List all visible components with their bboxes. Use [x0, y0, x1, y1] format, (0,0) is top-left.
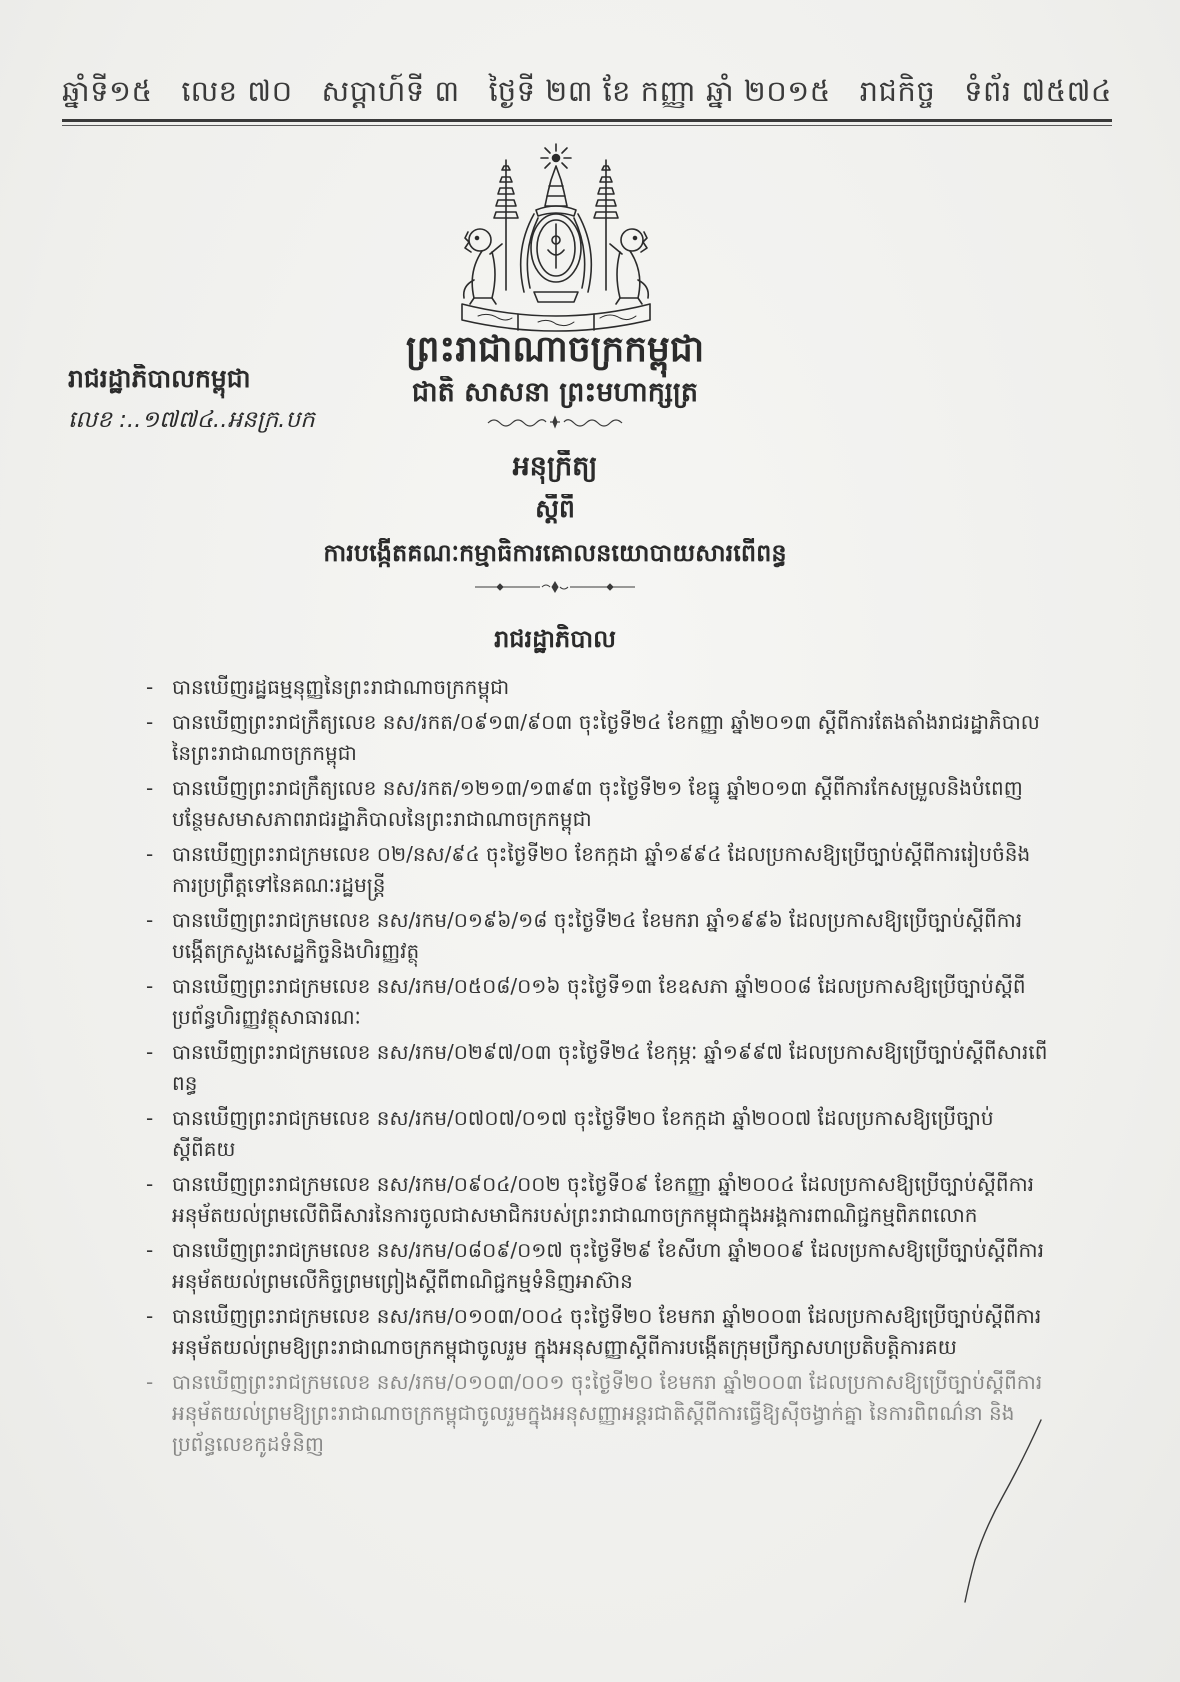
gazette-page-number: ទំព័រ ៧៥៧៤: [964, 74, 1112, 108]
considerations-list: [140, 672, 1050, 1512]
decorative-divider-icon: [480, 414, 630, 430]
document-subject: ការបង្កើតគណៈកម្មាធិការគោលនយោបាយសារពើពន្ធ: [323, 539, 787, 567]
gazette-publication: រាជកិច្ច: [859, 74, 936, 108]
list-item: - បានឃើញព្រះរាជក្រមលេខ នស/រកម/០១០៣/០០១ ចុះថ្ងៃទី២០ ខែមករា ឆ្នាំ២០០៣ ដែលប្រកាសឱ្យប្រើច្បាប់ស្តីពីការអនុម័តយល់ព្រមឱ្យព្រះរាជាណាចក្រកម្ពុជាចូលរួមក្នុងអនុសញ្ញាអន្តរជាតិស្តីពីការធ្វើឱ្យស៊ីចង្វាក់គ្នា នៃការពិពណ៌នា និងប្រព័ន្ធលេខកូដទំនិញ: [140, 1367, 1050, 1460]
right-lion-icon: [610, 229, 648, 304]
list-item: - បានឃើញព្រះរាជក្រមលេខ នស/រកម/០៥០៨/០១៦ ចុះថ្ងៃទី១៣ ខែឧសភា ឆ្នាំ២០០៨ ដែលប្រកាសឱ្យប្រើច្បាប់ស្តីពីប្រព័ន្ធហិរញ្ញវត្ថុសាធារណៈ: [140, 971, 1050, 1033]
issuer-document-number: លេខ :..១៧៧៤..អនក្រ.បក: [68, 407, 315, 433]
document-authority: រាជរដ្ឋាភិបាល: [494, 625, 616, 653]
header-rule-thick: [62, 119, 1112, 122]
list-item: - បានឃើញព្រះរាជក្រមលេខ នស/រកម/០៧០៧/០១៧ ចុះថ្ងៃទី២០ ខែកក្កដា ឆ្នាំ២០០៧ ដែលប្រកាសឱ្យប្រើច្បាប់ស្តីពីគយ: [140, 1103, 1050, 1165]
gazette-week: សប្តាហ៍ទី ៣: [321, 74, 460, 108]
list-item: - បានឃើញព្រះរាជក្រមលេខ នស/រកម/០១៩៦/១៨ ចុះថ្ងៃទី២៤ ខែមករា ឆ្នាំ១៩៩៦ ដែលប្រកាសឱ្យប្រើច្បាប់ស្តីពីការបង្កើតក្រសួងសេដ្ឋកិច្ចនិងហិរញ្ញវត្ថុ: [140, 905, 1050, 967]
decorative-divider-icon: [470, 580, 640, 594]
kingdom-name: ព្រះរាជាណាចក្រកម្ពុជា: [405, 329, 705, 370]
gazette-date: ថ្ងៃទី ២៣ ខែ កញ្ញា ឆ្នាំ ២០១៥: [488, 74, 831, 108]
list-item: - បានឃើញរដ្ឋធម្មនុញ្ញនៃព្រះរាជាណាចក្រកម្ពុជា: [140, 672, 1050, 703]
gazette-issue: លេខ ៧០: [181, 74, 293, 108]
list-item: - បានឃើញព្រះរាជក្រឹត្យលេខ នស/រកត/១២១៣/១៣៩៣ ចុះថ្ងៃទី២១ ខែធ្នូ ឆ្នាំ២០១៣ ស្តីពីការកែសម្រួលនិងបំពេញបន្ថែមសមាសភាពរាជរដ្ឋាភិបាលនៃព្រះរាជាណាចក្រកម្ពុជា: [140, 773, 1050, 835]
list-item: - បានឃើញព្រះរាជក្រមលេខ ០២/នស/៩៤ ចុះថ្ងៃទី២០ ខែកក្កដា ឆ្នាំ១៩៩៤ ដែលប្រកាសឱ្យប្រើច្បាប់ស្តីពីការរៀបចំនិងការប្រព្រឹត្តទៅនៃគណៈរដ្ឋមន្ត្រី: [140, 839, 1050, 901]
document-on-label: ស្តីពី: [535, 494, 575, 523]
gazette-header: [62, 70, 1112, 116]
list-item: - បានឃើញព្រះរាជក្រមលេខ នស/រកម/០៨០៩/០១៧ ចុះថ្ងៃទី២៩ ខែសីហា ឆ្នាំ២០០៩ ដែលប្រកាសឱ្យប្រើច្បាប់ស្តីពីការអនុម័តយល់ព្រមលើកិច្ចព្រមព្រៀងស្តីពីពាណិជ្ជកម្មទំនិញអាស៊ាន: [140, 1235, 1050, 1297]
pen-stroke-icon: [945, 1410, 1055, 1610]
list-item: - បានឃើញព្រះរាជក្រមលេខ នស/រកម/០១០៣/០០៤ ចុះថ្ងៃទី២០ ខែមករា ឆ្នាំ២០០៣ ដែលប្រកាសឱ្យប្រើច្បាប់ស្តីពីការអនុម័តយល់ព្រមឱ្យព្រះរាជាណាចក្រកម្ពុជាចូលរួម ក្នុងអនុសញ្ញាស្តីពីការបង្កើតក្រុមប្រឹក្សាសហប្រតិបត្តិការគយ: [140, 1301, 1050, 1363]
kingdom-motto: ជាតិ សាសនា ព្រះមហាក្សត្រ: [411, 377, 699, 408]
document-type: អនុក្រឹត្យ: [512, 451, 598, 482]
list-item: - បានឃើញព្រះរាជក្រឹត្យលេខ នស/រកត/០៩១៣/៩០៣ ចុះថ្ងៃទី២៤ ខែកញ្ញា ឆ្នាំ២០១៣ ស្តីពីការតែងតាំងរាជរដ្ឋាភិបាលនៃព្រះរាជាណាចក្រកម្ពុជា: [140, 707, 1050, 769]
left-lion-icon: [464, 229, 502, 304]
header-rule-thin: [62, 125, 1112, 126]
issuer-name: រាជរដ្ឋាភិបាលកម្ពុជា: [68, 364, 251, 393]
list-item: - បានឃើញព្រះរាជក្រមលេខ នស/រកម/០២៩៧/០៣ ចុះថ្ងៃទី២៤ ខែកុម្ភៈ ឆ្នាំ១៩៩៧ ដែលប្រកាសឱ្យប្រើច្បាប់ស្តីពីសារពើពន្ធ: [140, 1037, 1050, 1099]
list-item: - បានឃើញព្រះរាជក្រមលេខ នស/រកម/០៩០៤/០០២ ចុះថ្ងៃទី០៩ ខែកញ្ញា ឆ្នាំ២០០៤ ដែលប្រកាសឱ្យប្រើច្បាប់ស្តីពីការអនុម័តយល់ព្រមលើពិធីសារនៃការចូលជាសមាជិករបស់ព្រះរាជាណាចក្រកម្ពុជាក្នុងអង្គការពាណិជ្ជកម្មពិភពលោក: [140, 1169, 1050, 1231]
starburst-icon: [541, 144, 571, 168]
gazette-year: ឆ្នាំទី១៥: [62, 74, 153, 108]
royal-coat-of-arms-icon: [448, 140, 663, 335]
